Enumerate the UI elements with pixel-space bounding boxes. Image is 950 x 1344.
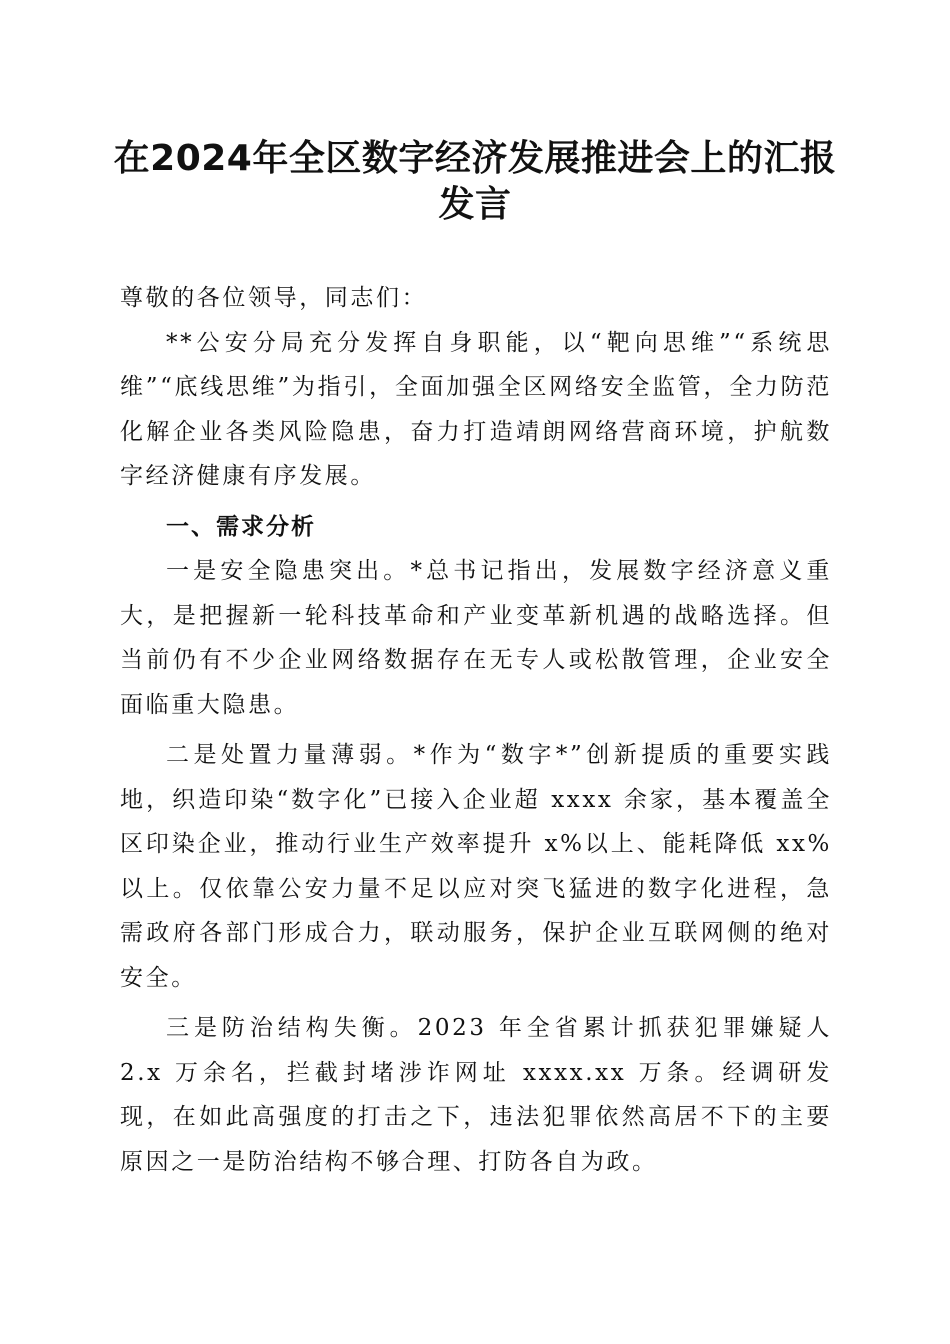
section-heading-1: 一、需求分析 — [166, 513, 316, 540]
paragraph-1-lead: 一是安全隐患突出。 — [166, 558, 411, 584]
paragraph-2-body: *作为“数字*”创新提质的重要实践地，织造印染“数字化”已接入企业超 xxxx 余家，基本覆盖全区印染企业，推动行业生产效率提升 x%以上、能耗降低 xx%以上。仅依靠公安力量不足以应对突飞猛进的数字化进程，急需政府各部门形成合力，联动服务，保护企业互联网侧的绝对安全。 — [120, 742, 832, 991]
title-line-1: 在2024年全区数字经济发展推进会上的汇报 — [113, 138, 837, 179]
title-line-2: 发言 — [438, 184, 512, 225]
document-title — [110, 136, 840, 228]
paragraph-2-lead: 二是处置力量薄弱。 — [166, 742, 414, 768]
paragraph-2 — [120, 733, 832, 1000]
paragraph-1-body: *总书记指出，发展数字经济意义重大，是把握新一轮科技革命和产业变革新机遇的战略选择。但当前仍有不少企业网络数据存在无专人或松散管理，企业安全面临重大隐患。 — [120, 558, 832, 718]
intro-paragraph: **公安分局充分发挥自身职能，以“靶向思维”“系统思维”“底线思维”为指引，全面加强全区网络安全监管，全力防范化解企业各类风险隐患，奋力打造靖朗网络营商环境，护航数字经济健康有序发展。 — [120, 329, 832, 489]
paragraph-1 — [120, 549, 832, 727]
document-body — [120, 276, 832, 1184]
paragraph-3 — [120, 1006, 832, 1184]
salutation: 尊敬的各位领导，同志们： — [120, 285, 428, 311]
paragraph-3-lead: 三是防治结构失衡。 — [166, 1015, 418, 1041]
paragraph-3-body: 2023 年全省累计抓获犯罪嫌疑人 2.x 万余名，拦截封堵涉诈网址 xxxx.xx 万条。经调研发现，在如此高强度的打击之下，违法犯罪依然高居不下的主要原因之一是防治结构不够合理、打防各自为政。 — [120, 1015, 832, 1175]
